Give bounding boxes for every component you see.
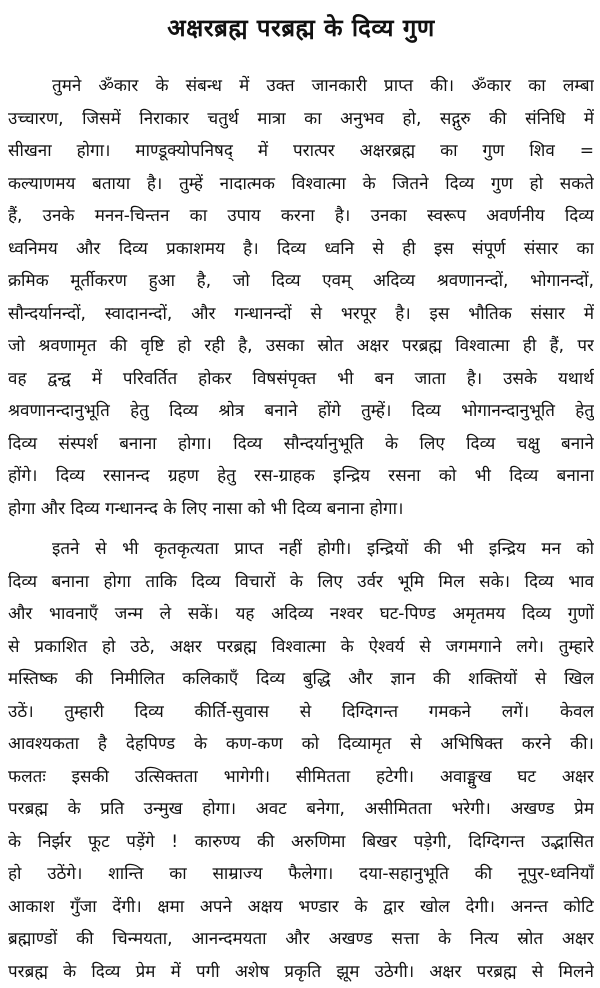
text-line: सीखना होगा। माण्डूक्योपनिषद् में परात्पर अक्षरब्रह्म का गुण शिव = xyxy=(8,135,594,168)
text-line: ध्वनिमय और दिव्य प्रकाशमय है। दिव्य ध्वनि से ही इस संपूर्ण संसार का xyxy=(8,233,594,266)
text-line: वह द्वन्द्व में परिवर्तित होकर विषसंपृक्त भी बन जाता है। उसके यथार्थ xyxy=(8,363,594,396)
text-line: जो श्रवणामृत की वृष्टि हो रही है, उसका स्रोत अक्षर परब्रह्म विश्वात्मा ही हैं, पर xyxy=(8,330,594,363)
text-line: मस्तिष्क की निमीलित कलिकाएँ दिव्य बुद्धि और ज्ञान की शक्तियों से खिल xyxy=(8,663,594,696)
text-line: होंगे। दिव्य रसानन्द ग्रहण हेतु रस-ग्राहक इन्द्रिय रसना को भी दिव्य बनाना xyxy=(8,460,594,493)
text-line: इतने से भी कृतकृत्यता प्राप्त नहीं होगी। इन्द्रियों की भी इन्द्रिय मन को xyxy=(8,533,594,566)
page-title: अक्षरब्रह्म परब्रह्म के दिव्य गुण xyxy=(8,8,594,48)
text-line: क्रमिक मूर्तीकरण हुआ है, जो दिव्य एवम् अदिव्य श्रवणानन्दों, भोगानन्दों, xyxy=(8,265,594,298)
text-line: के निर्झर फूट पड़ेंगे ! कारुण्य की अरुणिमा बिखर पड़ेगी, दिग्दिगन्त उद्भासित xyxy=(8,826,594,859)
text-line: कल्याणमय बताया है। तुम्हें नादात्मक विश्वात्मा के जितने दिव्य गुण हो सकते xyxy=(8,168,594,201)
text-line: परब्रह्म के दिव्य प्रेम में पगी अशेष प्रकृति झूम उठेगी। अक्षर परब्रह्म से मिलने xyxy=(8,956,594,988)
text-line: से प्रकाशित हो उठे, अक्षर परब्रह्म विश्वात्मा के ऐश्वर्य से जगमगाने लगे। तुम्हारे xyxy=(8,631,594,664)
text-line: दिव्य संस्पर्श बनाना होगा। दिव्य सौन्दर्यानुभूति के लिए दिव्य चक्षु बनाने xyxy=(8,428,594,461)
text-line: श्रवणानन्दानुभूति हेतु दिव्य श्रोत्र बनाने होंगे तुम्हें। दिव्य भोगानन्दानुभूति हेतु xyxy=(8,395,594,428)
text-line: आकाश गुँजा देंगी। क्षमा अपने अक्षय भण्डार के द्वार खोल देगी। अनन्त कोटि xyxy=(8,891,594,924)
text-line: परब्रह्म के प्रति उन्मुख होगा। अवट बनेगा, असीमितता भरेगी। अखण्ड प्रेम xyxy=(8,793,594,826)
text-line: फलतः इसकी उत्सिक्तता भागेगी। सीमितता हटेगी। अवाङ्मुख घट अक्षर xyxy=(8,761,594,794)
text-line: आवश्यकता है देहपिण्ड के कण-कण को दिव्यामृत से अभिषिक्त करने की। xyxy=(8,728,594,761)
text-line: होगा और दिव्य गन्धानन्द के लिए नासा को भी दिव्य बनाना होगा। xyxy=(8,493,594,526)
text-line: ब्रह्माण्डों की चिन्मयता, आनन्दमयता और अखण्ड सत्ता के नित्य स्रोत अक्षर xyxy=(8,923,594,956)
text-line: हैं, उनके मनन-चिन्तन का उपाय करना है। उनका स्वरूप अवर्णनीय दिव्य xyxy=(8,200,594,233)
text-line: दिव्य बनाना होगा ताकि दिव्य विचारों के लिए उर्वर भूमि मिल सके। दिव्य भाव xyxy=(8,566,594,599)
paragraph-2 xyxy=(8,533,594,988)
text-line: उठें। तुम्हारी दिव्य कीर्ति-सुवास से दिग्दिगन्त गमकने लगें। केवल xyxy=(8,696,594,729)
text-line: हो उठेंगे। शान्ति का साम्राज्य फैलेगा। दया-सहानुभूति की नूपुर-ध्वनियाँ xyxy=(8,858,594,891)
paragraph-1 xyxy=(8,70,594,525)
text-line: सौन्दर्यानन्दों, स्वादानन्दों, और गन्धानन्दों से भरपूर है। इस भौतिक संसार में xyxy=(8,298,594,331)
text-line: तुमने ॐकार के संबन्ध में उक्त जानकारी प्राप्त की। ॐकार का लम्बा xyxy=(8,70,594,103)
text-line: और भावनाएँ जन्म ले सकें। यह अदिव्य नश्वर घट-पिण्ड अमृतमय दिव्य गुणों xyxy=(8,598,594,631)
text-line: उच्चारण, जिसमें निराकार चतुर्थ मात्रा का अनुभव हो, सद्गुरु की संनिधि में xyxy=(8,103,594,136)
